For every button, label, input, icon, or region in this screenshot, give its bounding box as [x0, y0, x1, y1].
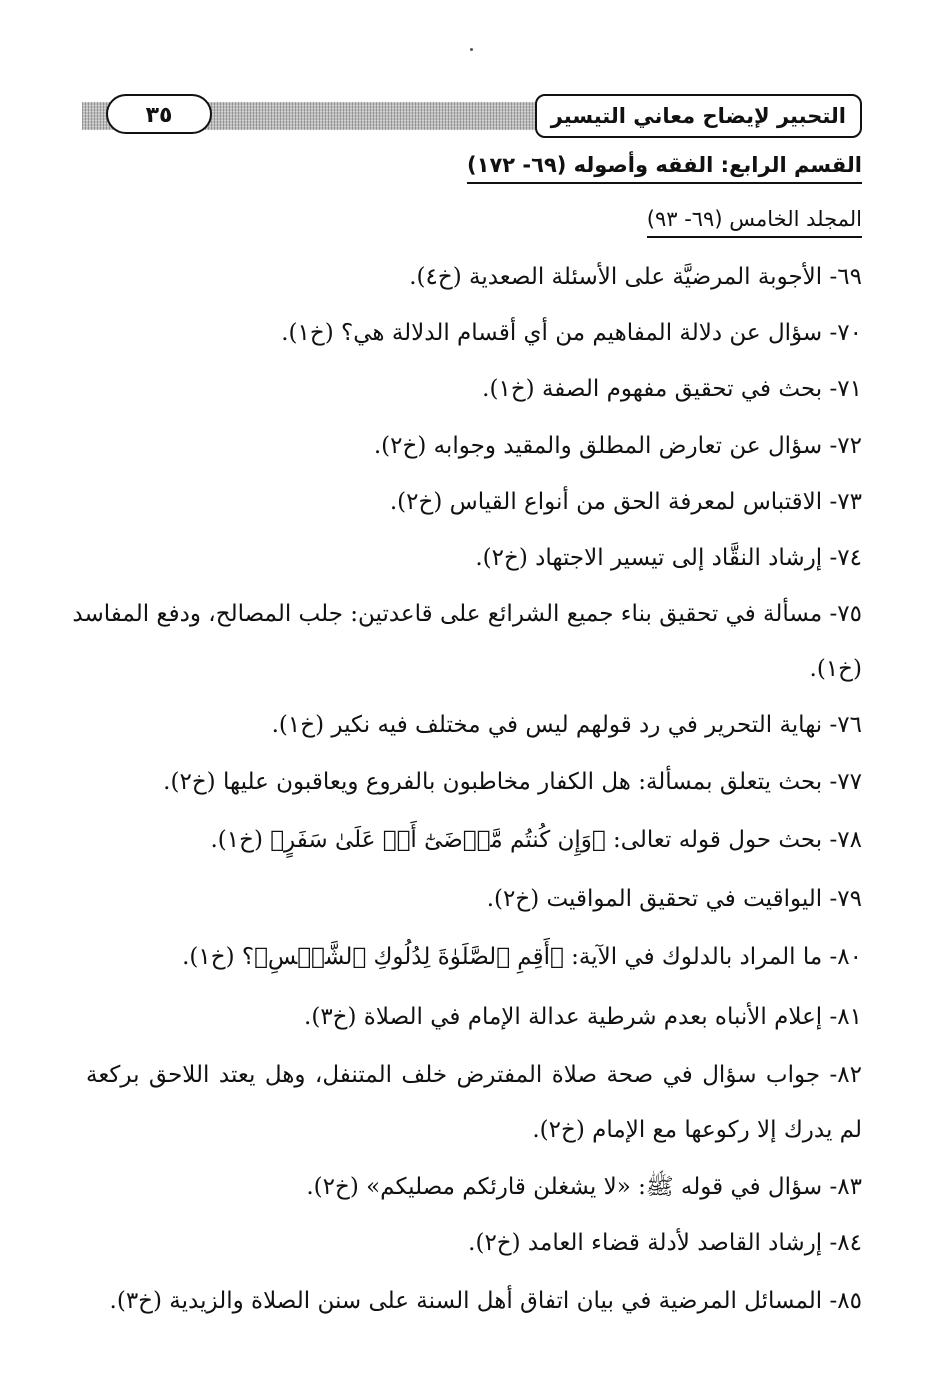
list-item: ٧٢- سؤال عن تعارض المطلق والمقيد وجوابه (خ٢). [373, 433, 862, 459]
list-item: ٨٠- ما المراد بالدلوك في الآية: ﴿أَقِمِ ٱلصَّلَوٰةَ لِدُلُوكِ ٱلشَّمۡسِ﴾؟ (خ١). [182, 944, 862, 970]
list-item: ٧٥- مسألة في تحقيق بناء جميع الشرائع على قاعدتين: جلب المصالح، ودفع المفاسد [72, 601, 862, 627]
list-item: ٨٢- جواب سؤال في صحة صلاة المفترض خلف المتنفل، وهل يعتد اللاحق بركعة [86, 1062, 862, 1088]
list-item: ٨٣- سؤال في قوله ﷺ: «لا يشغلن قارئكم مصليكم» (خ٢). [306, 1174, 862, 1200]
list-item-continuation: (خ١). [809, 656, 862, 682]
list-item: ٧٨- بحث حول قوله تعالى: ﴿وَإِن كُنتُم مَّرۡضَىٰٓ أَوۡ عَلَىٰ سَفَرٍ﴾ (خ١). [210, 827, 862, 853]
list-item: ٧٣- الاقتباس لمعرفة الحق من أنواع القياس (خ٢). [389, 489, 862, 515]
list-item: ٧٩- اليواقيت في تحقيق المواقيت (خ٢). [486, 886, 862, 912]
list-item: ٧٦- نهاية التحرير في رد قولهم ليس في مختلف فيه نكير (خ١). [271, 712, 862, 738]
section-heading: القسم الرابع: الفقه وأصوله (٦٩- ١٧٢) [467, 150, 862, 184]
book-title: التحبير لإيضاح معاني التيسير [535, 94, 862, 138]
list-item: ٨٥- المسائل المرضية في بيان اتفاق أهل السنة على سنن الصلاة والزيدية (خ٣). [109, 1288, 862, 1314]
list-item: ٨٤- إرشاد القاصد لأدلة قضاء العامد (خ٢). [468, 1230, 862, 1256]
list-item: ٦٩- الأجوبة المرضيَّة على الأسئلة الصعدية (خ٤). [409, 264, 862, 290]
page-number: ٣٥ [106, 94, 212, 134]
list-item: ٧٠- سؤال عن دلالة المفاهيم من أي أقسام الدلالة هي؟ (خ١). [281, 320, 862, 346]
list-item: ٧١- بحث في تحقيق مفهوم الصفة (خ١). [482, 376, 862, 402]
list-item: ٧٧- بحث يتعلق بمسألة: هل الكفار مخاطبون بالفروع ويعاقبون عليها (خ٢). [163, 769, 862, 795]
volume-heading: المجلد الخامس (٦٩- ٩٣) [647, 204, 862, 238]
list-item: ٨١- إعلام الأنباه بعدم شرطية عدالة الإمام في الصلاة (خ٣). [304, 1004, 862, 1030]
page-body [72, 0, 862, 1398]
list-item: ٧٤- إرشاد النقَّاد إلى تيسير الاجتهاد (خ٢). [475, 545, 862, 571]
list-item-continuation: لم يدرك إلا ركوعها مع الإمام (خ٢). [532, 1117, 862, 1143]
